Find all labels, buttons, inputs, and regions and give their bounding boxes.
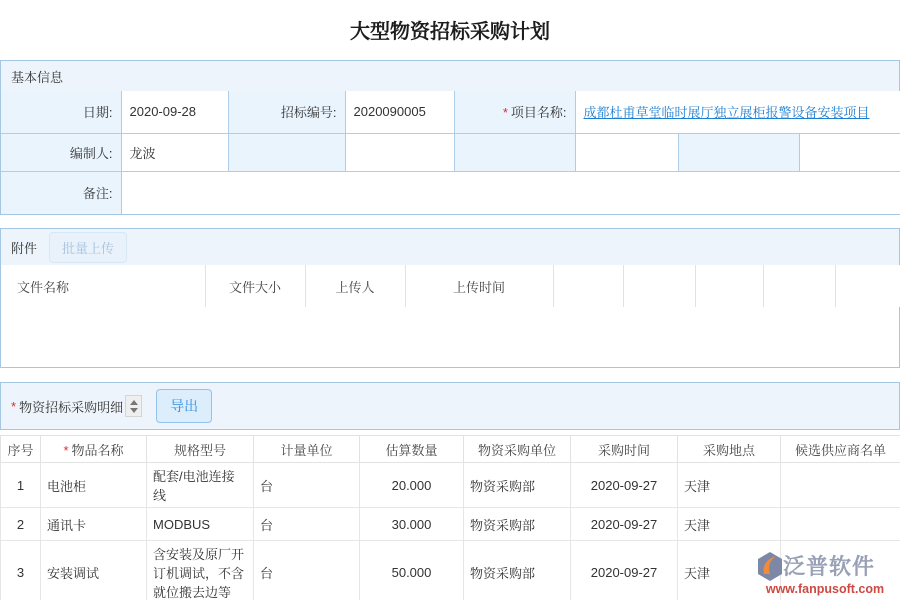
attachments-title: 附件 xyxy=(11,240,38,256)
batch-upload-button[interactable]: 批量上传 xyxy=(49,232,127,263)
creator-value: 龙波 xyxy=(121,133,228,171)
cell-spec-model: 含安装及原厂开订机调试，不含就位搬去边等 xyxy=(147,541,254,600)
remark-label: 备注: xyxy=(1,171,121,214)
bid-no-value: 2020090005 xyxy=(345,91,454,133)
cell-est-qty: 30.000 xyxy=(360,508,464,541)
column-header-empty xyxy=(835,265,900,307)
column-header-purchase-dept: 物资采购单位 xyxy=(464,436,571,463)
date-value: 2020-09-28 xyxy=(121,91,228,133)
cell-seq: 3 xyxy=(1,541,41,600)
table-row xyxy=(1,463,900,508)
cell-purchase-place: 天津 xyxy=(678,541,781,600)
project-name-cell xyxy=(575,91,900,133)
cell-item-name: 通讯卡 xyxy=(41,508,147,541)
basic-info-header xyxy=(1,61,899,91)
cell-spec-model: MODBUS xyxy=(147,508,254,541)
cell-est-qty: 50.000 xyxy=(360,541,464,600)
column-header-purchase-place: 采购地点 xyxy=(678,436,781,463)
detail-section-bar xyxy=(0,382,900,430)
basic-info-row-1 xyxy=(1,91,900,133)
empty-label-cell xyxy=(454,133,575,171)
column-header-uploader: 上传人 xyxy=(305,265,405,307)
cell-purchase-time: 2020-09-27 xyxy=(571,541,678,600)
empty-value-cell xyxy=(575,133,678,171)
cell-purchase-dept: 物资采购部 xyxy=(464,463,571,508)
remark-value xyxy=(121,171,900,214)
detail-header-row xyxy=(1,436,900,463)
column-header-seq: 序号 xyxy=(1,436,41,463)
column-header-empty xyxy=(763,265,835,307)
attachments-table xyxy=(1,265,900,307)
cell-unit: 台 xyxy=(254,541,360,600)
basic-info-row-2 xyxy=(1,133,900,171)
sort-spinner-icon[interactable] xyxy=(125,395,142,417)
table-row xyxy=(1,541,900,600)
date-label: 日期: xyxy=(1,91,121,133)
detail-table xyxy=(0,435,900,600)
cell-candidate-suppliers xyxy=(781,463,900,508)
column-header-empty xyxy=(695,265,763,307)
cell-est-qty: 20.000 xyxy=(360,463,464,508)
basic-info-row-3 xyxy=(1,171,900,214)
cell-item-name: 电池柜 xyxy=(41,463,147,508)
cell-unit: 台 xyxy=(254,508,360,541)
column-header-candidate-suppliers: 候选供应商名单 xyxy=(781,436,900,463)
cell-purchase-dept: 物资采购部 xyxy=(464,508,571,541)
column-header-file-name: 文件名称 xyxy=(1,265,205,307)
empty-label-cell xyxy=(678,133,799,171)
attachments-header xyxy=(1,229,899,265)
column-header-spec-model: 规格型号 xyxy=(147,436,254,463)
cell-purchase-time: 2020-09-27 xyxy=(571,463,678,508)
attachments-empty-body xyxy=(1,307,899,367)
empty-label-cell xyxy=(228,133,345,171)
empty-value-cell xyxy=(799,133,900,171)
attachments-section xyxy=(0,228,900,368)
column-header-empty xyxy=(623,265,695,307)
column-header-file-size: 文件大小 xyxy=(205,265,305,307)
detail-section-header xyxy=(1,383,899,429)
required-mark: * xyxy=(63,442,69,458)
cell-unit: 台 xyxy=(254,463,360,508)
column-header-purchase-time: 采购时间 xyxy=(571,436,678,463)
watermark-url: www.fanpusoft.com xyxy=(765,582,885,596)
table-row xyxy=(1,508,900,541)
cell-purchase-place: 天津 xyxy=(678,508,781,541)
project-name-link[interactable]: 成都杜甫草堂临时展厅独立展柜报警设备安装项目 xyxy=(583,105,870,121)
column-header-item-name-text: 物品名称 xyxy=(71,442,124,458)
column-header-item-name xyxy=(41,436,147,463)
cell-purchase-dept: 物资采购部 xyxy=(464,541,571,600)
basic-info-table xyxy=(1,91,900,214)
column-header-empty xyxy=(553,265,623,307)
cell-candidate-suppliers xyxy=(781,541,900,600)
bid-no-label: 招标编号: xyxy=(228,91,345,133)
cell-spec-model: 配套/电池连接线 xyxy=(147,463,254,508)
cell-purchase-place: 天津 xyxy=(678,463,781,508)
export-button[interactable]: 导出 xyxy=(156,389,212,423)
project-name-label-text: 项目名称: xyxy=(510,105,567,121)
attachments-header-row xyxy=(1,265,900,307)
creator-label: 编制人: xyxy=(1,133,121,171)
column-header-upload-time: 上传时间 xyxy=(405,265,553,307)
cell-seq: 2 xyxy=(1,508,41,541)
watermark-brand: 泛普软件 xyxy=(783,553,876,579)
cell-candidate-suppliers xyxy=(781,508,900,541)
page-title: 大型物资招标采购计划 xyxy=(350,21,550,43)
cell-seq: 1 xyxy=(1,463,41,508)
cell-purchase-time: 2020-09-27 xyxy=(571,508,678,541)
empty-value-cell xyxy=(345,133,454,171)
project-name-label xyxy=(454,91,575,133)
required-mark: * xyxy=(11,398,17,414)
column-header-unit: 计量单位 xyxy=(254,436,360,463)
basic-info-title: 基本信息 xyxy=(11,69,64,85)
column-header-est-qty: 估算数量 xyxy=(360,436,464,463)
required-mark: * xyxy=(502,105,508,121)
detail-section-title: 物资招标采购明细 xyxy=(19,399,124,415)
basic-info-section xyxy=(0,60,900,215)
cell-item-name: 安装调试 xyxy=(41,541,147,600)
